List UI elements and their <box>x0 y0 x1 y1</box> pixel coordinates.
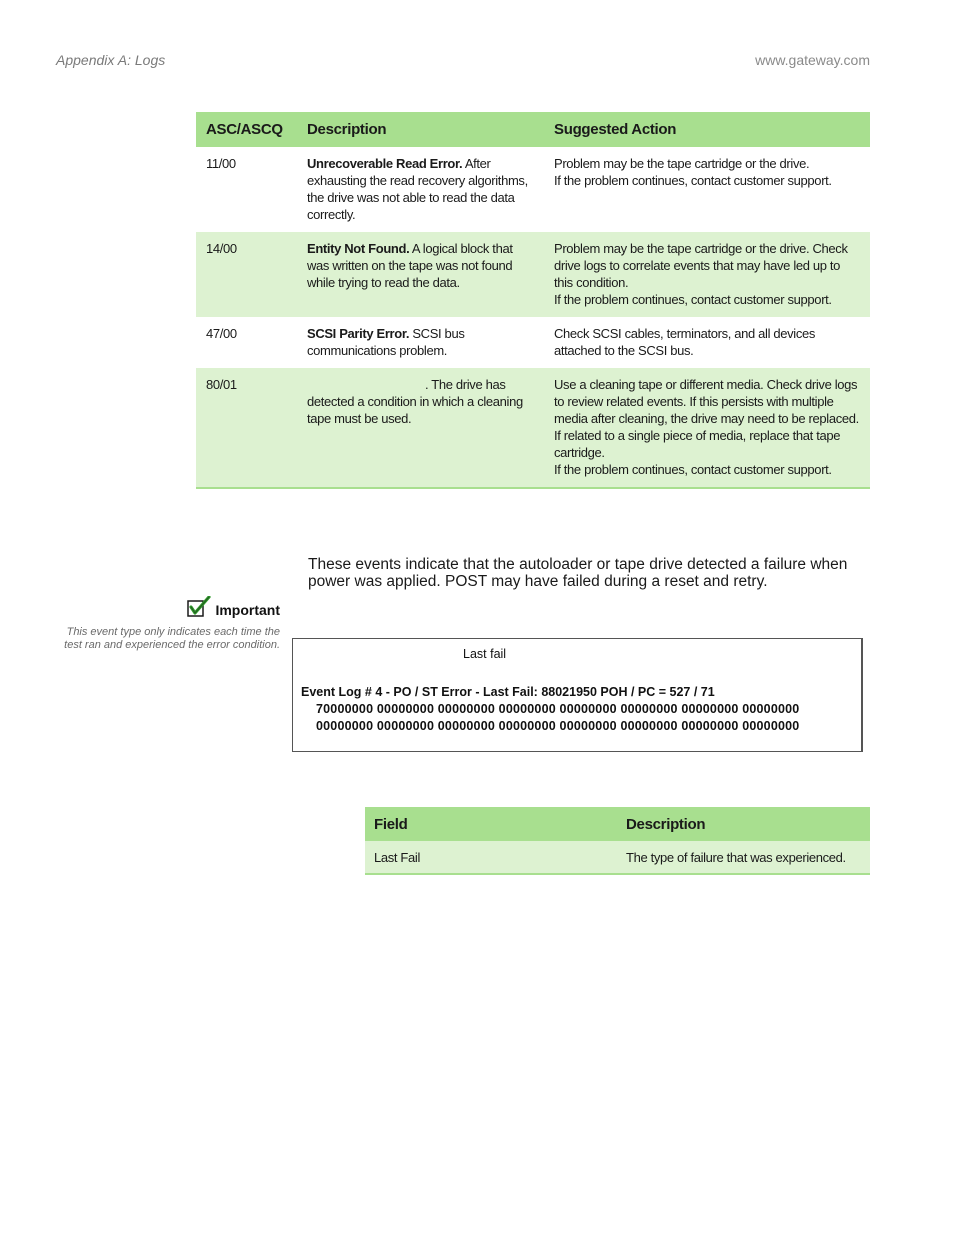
event-log-example <box>292 638 863 752</box>
section-intro-text: These events indicate that the autoloader or tape drive detected a failure when power was applied. POST may have failed during a reset and retry. <box>308 556 848 590</box>
action-line: If the problem continues, contact customer support. <box>554 462 832 477</box>
log-line: Event Log # 4 - PO / ST Error - Last Fail: 88021950 POH / PC = 527 / 71 <box>301 685 715 699</box>
error-detail: . The drive has detected a condition in which a cleaning tape must be used. <box>307 377 523 426</box>
important-title: Important <box>215 601 280 618</box>
action-line: If the problem continues, contact customer support. <box>554 292 832 307</box>
action-line: Problem may be the tape cartridge or the drive. <box>554 156 810 171</box>
column-header-field: Field <box>365 807 617 841</box>
table-row <box>196 147 870 232</box>
last-fail-label: Last fail <box>463 647 507 661</box>
field-name: Last Fail <box>365 841 617 874</box>
column-header-asc: ASC/ASCQ <box>196 112 297 147</box>
error-title: Entity Not Found. <box>307 241 410 256</box>
table-row <box>196 317 870 368</box>
action-line: If the problem continues, contact customer support. <box>554 173 832 188</box>
error-description <box>297 232 544 317</box>
column-header-description: Description <box>297 112 544 147</box>
page-header-url: www.gateway.com <box>755 52 870 68</box>
error-title: SCSI Parity Error. <box>307 326 410 341</box>
table-header-row <box>365 807 870 841</box>
log-line: 00000000 00000000 00000000 00000000 00000000 00000000 00000000 00000000 <box>316 719 800 733</box>
error-code-table <box>196 112 870 489</box>
error-detail: A logical block that was written on the tape was not found while trying to read the data. <box>307 241 513 290</box>
asc-code: 11/00 <box>206 156 236 171</box>
error-detail: After exhausting the read recovery algorithms, the drive was not able to read the data correctly. <box>307 156 528 222</box>
error-description <box>297 147 544 232</box>
column-header-description: Description <box>617 807 870 841</box>
error-detail: SCSI bus communications problem. <box>307 326 465 358</box>
suggested-action <box>544 232 870 317</box>
important-note: This event type only indicates each time the test ran and experienced the error condition. <box>64 626 280 651</box>
page-header-section: Appendix A: Logs <box>56 52 166 68</box>
table-row <box>196 368 870 488</box>
table-header-row <box>196 112 870 147</box>
action-line: Check SCSI cables, terminators, and all devices attached to the SCSI bus. <box>554 326 816 358</box>
error-title: Unrecoverable Read Error. <box>307 156 463 171</box>
error-description <box>297 368 544 488</box>
action-line: Problem may be the tape cartridge or the drive. Check drive logs to correlate events that may have led up to this condition. <box>554 241 848 290</box>
table-row <box>365 841 870 874</box>
log-line: 70000000 00000000 00000000 00000000 00000000 00000000 00000000 00000000 <box>316 702 800 716</box>
action-line: Use a cleaning tape or different media. Check drive logs to review related events. If this persists with multiple media after cleaning, the drive may need to be replaced. If related to a single piece of media, replace that tape cartridge. <box>554 377 859 460</box>
asc-code: 80/01 <box>196 368 297 488</box>
checkmark-icon <box>187 596 211 623</box>
field-description: The type of failure that was experienced. <box>617 841 870 874</box>
column-header-action: Suggested Action <box>544 112 870 147</box>
important-callout <box>60 596 280 651</box>
error-description <box>297 317 544 368</box>
suggested-action <box>544 368 870 488</box>
field-description-table <box>365 807 870 875</box>
suggested-action <box>544 317 870 368</box>
asc-code: 47/00 <box>206 326 237 341</box>
table-row <box>196 232 870 317</box>
suggested-action <box>544 147 870 232</box>
asc-code: 14/00 <box>196 232 297 317</box>
